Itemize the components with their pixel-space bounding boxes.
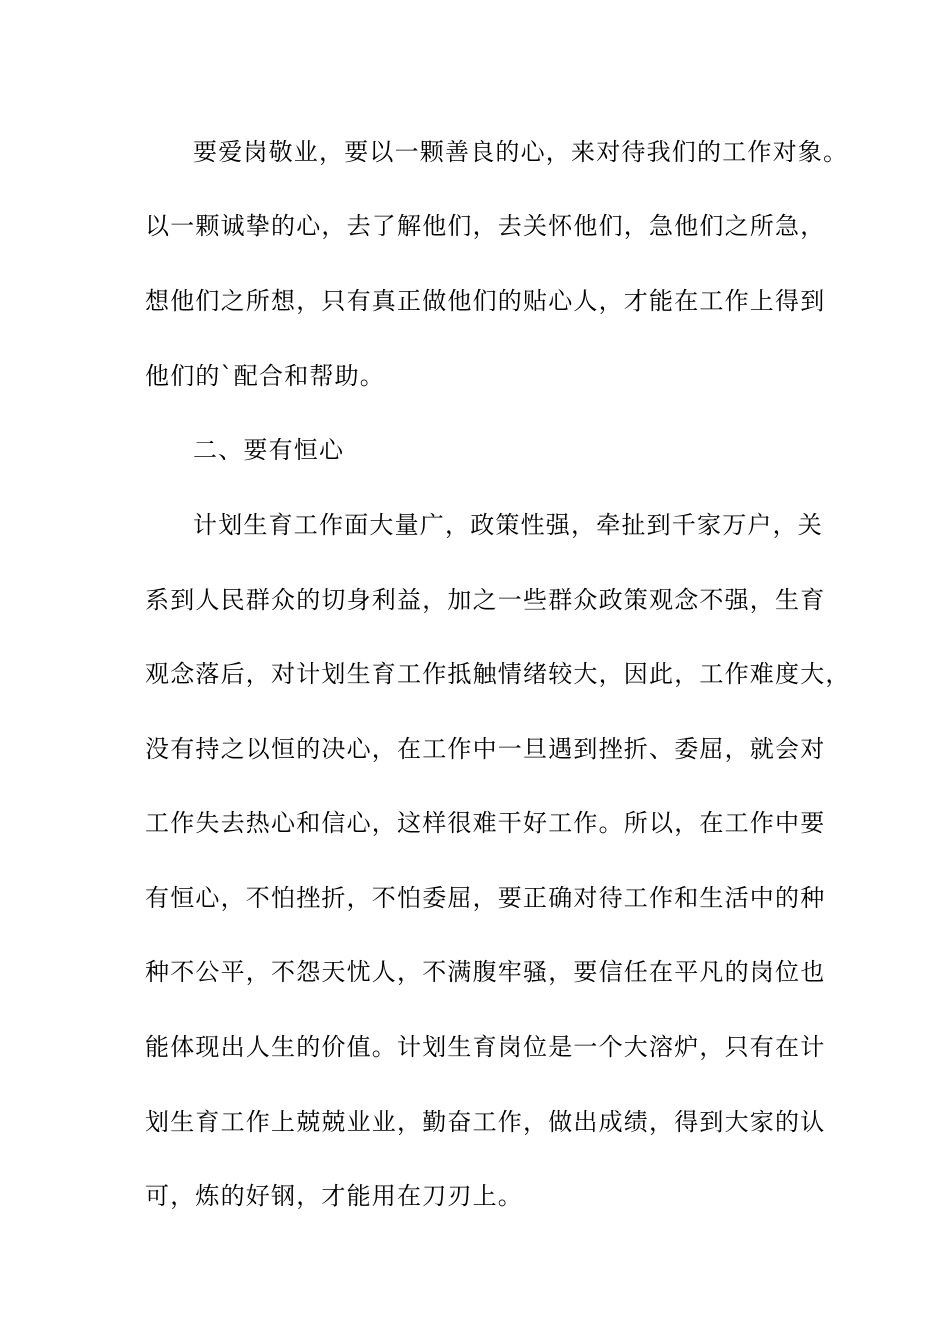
paragraph-2-line-8: 能体现出人生的价值。计划生育岗位是一个大溶炉，只有在计 xyxy=(145,1033,826,1061)
paragraph-2-line-4: 没有持之以恒的决心，在工作中一旦遇到挫折、委屈，就会对 xyxy=(145,735,826,763)
paragraph-2-line-6: 有恒心，不怕挫折，不怕委屈，要正确对待工作和生活中的种 xyxy=(145,884,826,912)
section-heading: 二、要有恒心 xyxy=(193,436,345,464)
paragraph-2-line-3: 观念落后，对计划生育工作抵触情绪较大，因此，工作难度大， xyxy=(145,660,851,688)
paragraph-2-line-10: 可，炼的好钢，才能用在刀刃上。 xyxy=(145,1182,523,1210)
paragraph-2-line-7: 种不公平，不怨天忧人，不满腹牢骚，要信任在平凡的岗位也 xyxy=(145,958,826,986)
paragraph-1-line-1: 要爱岗敬业，要以一颗善良的心，来对待我们的工作对象。 xyxy=(193,138,849,166)
paragraph-1-line-4: 他们的`配合和帮助。 xyxy=(145,362,385,390)
paragraph-2-line-9: 划生育工作上兢兢业业，勤奋工作，做出成绩，得到大家的认 xyxy=(145,1108,826,1136)
paragraph-2-line-2: 系到人民群众的切身利益，加之一些群众政策观念不强，生育 xyxy=(145,586,826,614)
paragraph-1-line-3: 想他们之所想，只有真正做他们的贴心人，才能在工作上得到 xyxy=(145,287,826,315)
paragraph-1-line-2: 以一颗诚挚的心，去了解他们，去关怀他们，急他们之所急， xyxy=(145,212,826,240)
paragraph-2-line-1: 计划生育工作面大量广，政策性强，牵扯到千家万户，关 xyxy=(193,511,823,539)
paragraph-2-line-5: 工作失去热心和信心，这样很难干好工作。所以，在工作中要 xyxy=(145,809,826,837)
